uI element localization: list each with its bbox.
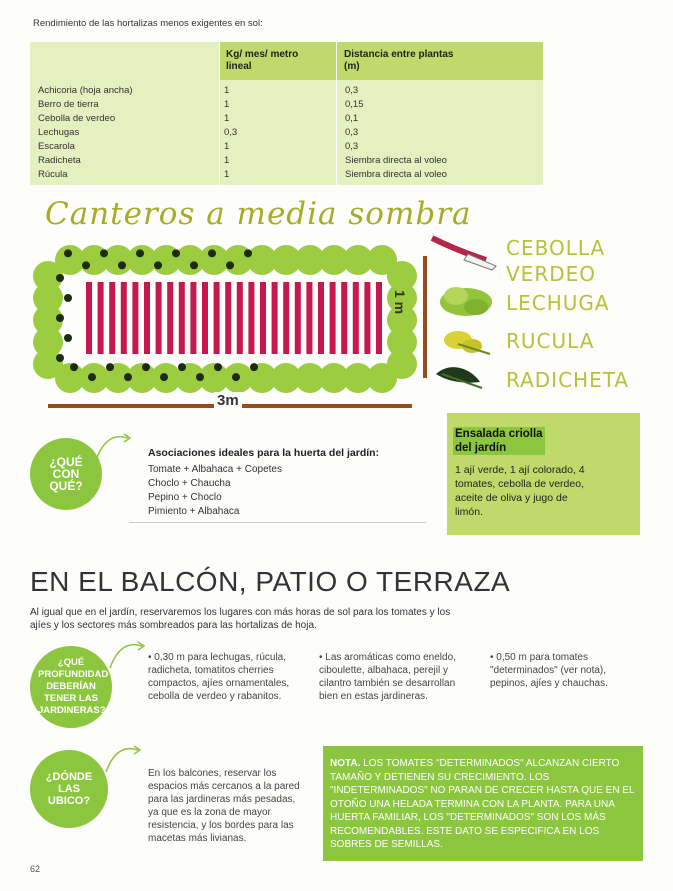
- table-row: Berro de tierra 1 0,15: [38, 99, 364, 110]
- nota-label: NOTA.: [330, 758, 361, 769]
- planting-row: [272, 282, 278, 354]
- radicheta-icon: [436, 367, 482, 388]
- planting-row: [260, 282, 266, 354]
- arrow-icon: [94, 430, 134, 466]
- planting-row: [248, 282, 254, 354]
- ubico-text: En los balcones, reservar los espacios más cercanos a la pared para las jardineras más pesadas, ya que es la zona de mayor resistencia, y los bordes para las macetas más livianas.: [148, 768, 300, 844]
- lechuga-icon: [440, 287, 492, 316]
- table-row: Achicoria (hoja ancha) 1 0,3: [38, 85, 359, 96]
- plant-dot: [232, 373, 240, 381]
- planting-row: [179, 282, 185, 354]
- planting-row: [132, 282, 138, 354]
- table-row: Lechugas 0,3 0,3: [38, 127, 359, 138]
- planting-row: [98, 282, 104, 354]
- table-row: Radicheta 1 Siembra directa al voleo: [38, 155, 447, 166]
- plant-dot: [70, 363, 78, 371]
- profundidad-circle: ¿QUÉ PROFUNDIDAD DEBERÍAN TENER LAS JARDINERAS?: [30, 646, 112, 728]
- arrow-icon: [108, 638, 148, 674]
- bush: [33, 349, 63, 379]
- planting-row: [318, 282, 324, 354]
- plant-dot: [56, 354, 64, 362]
- label-lechuga: LECHUGA: [506, 291, 610, 315]
- plant-dot: [250, 363, 258, 371]
- planting-row: [237, 282, 243, 354]
- plant-dot: [142, 363, 150, 371]
- planting-row: [190, 282, 196, 354]
- plant-dot: [214, 363, 222, 371]
- garden-bed-diagram: [30, 238, 450, 414]
- plant-dot: [82, 261, 90, 269]
- profundidad-col3: • 0,50 m para tomates "determinados" (ver nota), pepinos, ajíes y chauchas.: [490, 652, 608, 689]
- plant-dot: [154, 261, 162, 269]
- plant-dot: [124, 373, 132, 381]
- header-distance: Distancia entre plantas (m): [344, 49, 454, 72]
- height-label: 1 m: [392, 290, 408, 315]
- cebolla-icon: [432, 238, 496, 270]
- plant-dot: [56, 274, 64, 282]
- planting-row: [364, 282, 370, 354]
- ensalada-text: 1 ají verde, 1 ají colorado, 4 tomates, cebolla de verdeo, aceite de oliva y jugo de limón.: [455, 464, 585, 518]
- plant-dot: [64, 249, 72, 257]
- plant-dot: [172, 249, 180, 257]
- plant-dot: [244, 249, 252, 257]
- list-item: Pepino + Choclo: [148, 492, 222, 503]
- planting-row: [341, 282, 347, 354]
- planting-row: [225, 282, 231, 354]
- plant-dot: [190, 261, 198, 269]
- table-row: Rúcula 1 Siembra directa al voleo: [38, 169, 447, 180]
- page-number: 62: [30, 864, 41, 874]
- label-radicheta: RADICHETA: [506, 368, 630, 392]
- yield-table: [30, 42, 543, 185]
- ensalada-title: Ensalada criolla del jardín: [455, 428, 543, 454]
- header-kg: Kg/ mes/ metro lineal: [226, 49, 299, 72]
- planting-row: [144, 282, 150, 354]
- table-caption: Rendimiento de las hortalizas menos exigentes en sol:: [33, 18, 263, 29]
- associations-title: Asociaciones ideales para la huerta del jardín:: [148, 447, 380, 459]
- nota-text: NOTA. LOS TOMATES "DETERMINADOS" ALCANZAN CIERTO TAMAÑO Y DETIENEN SU CRECIMIENTO. LOS "INDETERMINADOS" NO PARAN DE CRECER HASTA QUE EN EL OTOÑO UNA HELADA TERMINA CON LA PLANTA. PARA UNA HUERTA FAMILIAR, LOS "DETERMINADOS" SON LOS MÁS RECOMENDABLES. ESTE DATO SE ESPECIFICA EN LOS SOBRES DE SEMILLAS.: [330, 758, 635, 850]
- arrow-icon: [104, 742, 144, 778]
- section-intro: Al igual que en el jardín, reservaremos los lugares con más horas de sol para los tomates y los ajíes y los sectores más sombreados para las hortalizas de hoja.: [30, 607, 451, 631]
- plant-icons: [428, 232, 500, 392]
- planting-row: [214, 282, 220, 354]
- list-item: Tomate + Albahaca + Copetes: [148, 464, 282, 475]
- bush: [387, 349, 417, 379]
- nota-box: [323, 746, 643, 861]
- plant-dot: [64, 334, 72, 342]
- planting-row: [109, 282, 115, 354]
- plant-dot: [226, 261, 234, 269]
- label-verdeo: VERDEO: [506, 262, 596, 286]
- label-cebolla: CEBOLLA: [506, 236, 606, 260]
- planting-row: [376, 282, 382, 354]
- plant-dot: [56, 314, 64, 322]
- width-label: 3m: [214, 392, 242, 409]
- planting-row: [330, 282, 336, 354]
- planting-row: [156, 282, 162, 354]
- table-header: [219, 42, 543, 80]
- plant-dot: [118, 261, 126, 269]
- ubico-circle: ¿DÓNDE LAS UBICO?: [30, 750, 108, 828]
- list-item: Choclo + Chaucha: [148, 478, 231, 489]
- plant-dot: [106, 363, 114, 371]
- plant-dot: [64, 294, 72, 302]
- plant-dot: [100, 249, 108, 257]
- table-row: Escarola 1 0,3: [38, 141, 359, 152]
- plant-dot: [136, 249, 144, 257]
- plant-dot: [160, 373, 168, 381]
- plant-dot: [88, 373, 96, 381]
- planting-row: [86, 282, 92, 354]
- profundidad-col1: • 0,30 m para lechugas, rúcula, radicheta, tomatitos cherries compactos, ajíes ornamentales, cebolla de verdeo y rabanitos.: [148, 652, 290, 702]
- planting-row: [295, 282, 301, 354]
- planting-row: [167, 282, 173, 354]
- table-row: Cebolla de verdeo 1 0,1: [38, 113, 359, 124]
- section-title: EN EL BALCÓN, PATIO O TERRAZA: [30, 566, 511, 597]
- planting-row: [121, 282, 127, 354]
- ensalada-box: [447, 413, 640, 535]
- plant-dot: [178, 363, 186, 371]
- list-item: Pimiento + Albahaca: [148, 506, 240, 517]
- plant-dot: [196, 373, 204, 381]
- label-rucula: RUCULA: [506, 329, 595, 353]
- rucula-icon: [444, 331, 490, 354]
- garden-title: Canteros a media sombra: [45, 196, 472, 232]
- profundidad-col2: • Las aromáticas como eneldo, ciboulette, albahaca, perejil y cilantro también se desarrollan bien en estas jardineras.: [319, 652, 456, 702]
- planting-row: [283, 282, 289, 354]
- plant-dot: [208, 249, 216, 257]
- planting-row: [202, 282, 208, 354]
- planting-row: [306, 282, 312, 354]
- planting-row: [353, 282, 359, 354]
- que-con-que-circle: ¿QUÉ CON QUÉ?: [30, 438, 102, 510]
